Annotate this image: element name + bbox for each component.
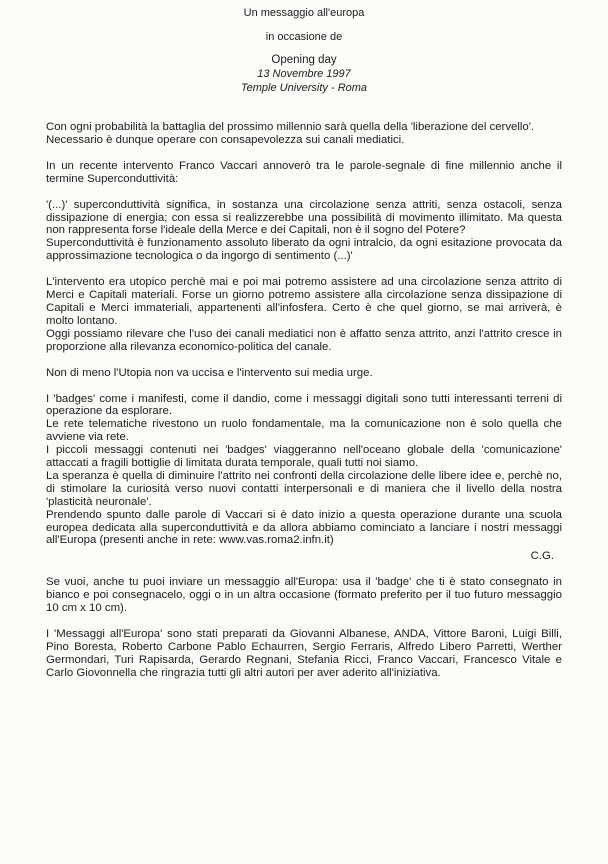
event-date: 13 Novembre 1997 — [257, 68, 351, 80]
signature: C.G. — [530, 550, 554, 563]
paragraph: I 'badges' come i manifesti, come il dandio, come i messaggi digitali sono tutti interessanti terreni di operazione da esplorare. — [46, 392, 562, 418]
paragraph: Oggi possiamo rilevare che l'uso dei canali mediatici non è affatto senza attrito, anzi l'attrito cresce in proporzione alla rilevanza economico-politica del canale. — [46, 327, 562, 353]
event-name: Opening day — [271, 54, 337, 66]
paragraph: Non di meno l'Utopia non va uccisa e l'intervento sui media urge. — [46, 366, 373, 379]
paragraph: Se vuoi, anche tu puoi inviare un messaggio all'Europa: usa il 'badge' che ti è stato consegnato in bianco e poi consegnacelo, oggi o in un altra occasione (formato preferito per il tuo futuro messaggio 10 cm x 10 cm). — [46, 576, 562, 615]
paragraph: Le rete telematiche rivestono un ruolo fondamentale, ma la comunicazione non è solo quella che avviene via rete. — [46, 418, 562, 444]
paragraph: La speranza è quella di diminuire l'attrito nei confronti della circolazione delle libere idee e, perchè no, di stimolare la curiosità verso nuovi contatti interpersonali e di maniera che il livello della nostra 'plasticità neuronale'. — [46, 469, 562, 508]
paragraph: In un recente intervento Franco Vaccari annoverò tra le parole-segnale di fine millennio anche il termine Superconduttività: — [46, 159, 562, 185]
paragraph: Prendendo spunto dalle parole di Vaccari si è dato inizio a questa operazione durante una scuola europea dedicata alla superconduttività e da allora abbiamo cominciato a lanciare i nostri messaggi all'Europa (presenti anche in rete: www.vas.roma2.infn.it) — [46, 508, 562, 547]
paragraph: I piccoli messaggi contenuti nei 'badges' viaggeranno nell'oceano globale della 'comunicazione' attaccati a fragili bottiglie di limitata durata temporale, quali tutti noi siamo. — [46, 444, 562, 470]
paragraph: L'intervento era utopico perchè mai e poi mai potremo assistere ad una circolazione senza attrito di Merci e Capitali materiali. Forse un giorno potremo assistere alla circolazione senza dissipazione di Capitali e Merci immateriali, appartenenti all'infosfera. Certo è che quel giorno, se mai arriverà, è molto lontano. — [46, 276, 562, 327]
document-body — [46, 121, 562, 680]
document-header — [46, 6, 562, 95]
occasion-line: in occasione de — [265, 31, 343, 43]
paragraph: Con ogni probabilità la battaglia del prossimo millennio sarà quella della 'liberazione del cervello'. — [46, 121, 535, 133]
quote-paragraph: '(...)' superconduttività significa, in sostanza una circolazione senza attriti, senza ostacoli, senza dissipazione di energia; con essa si realizzerebbe una possibilità di movimento illimitato. Ma questa non rappresenta forse l'ideale della Merce e dei Capitali, non è il sogno del Potere? — [46, 198, 562, 237]
event-place: Temple University - Roma — [240, 82, 368, 94]
credits-paragraph: I 'Messaggi all'Europa' sono stati preparati da Giovanni Albanese, ANDA, Vittore Baroni, Luigi Billi, Pino Boresta, Roberto Carbone Pablo Echaurren, Sergio Ferraris, Alfredo Libero Parretti, Werther Germondari, Turi Rapisarda, Gerardo Regnani, Stefania Ricci, Franco Vaccari, Francesco Vitale e Carlo Giovonnella che ringrazia tutti gli altri autori per aver aderito all'iniziativa. — [46, 628, 562, 679]
paragraph: Necessario è dunque operare con consapevolezza sui canali mediatici. — [46, 133, 405, 146]
document-title: Un messaggio all'europa — [243, 7, 365, 19]
quote-paragraph: Superconduttività è funzionamento assoluto liberato da ogni intralcio, da ogni esitazione provocata da approssimazione tecnologica o da ingorgo di sentimento (...)' — [46, 237, 562, 263]
